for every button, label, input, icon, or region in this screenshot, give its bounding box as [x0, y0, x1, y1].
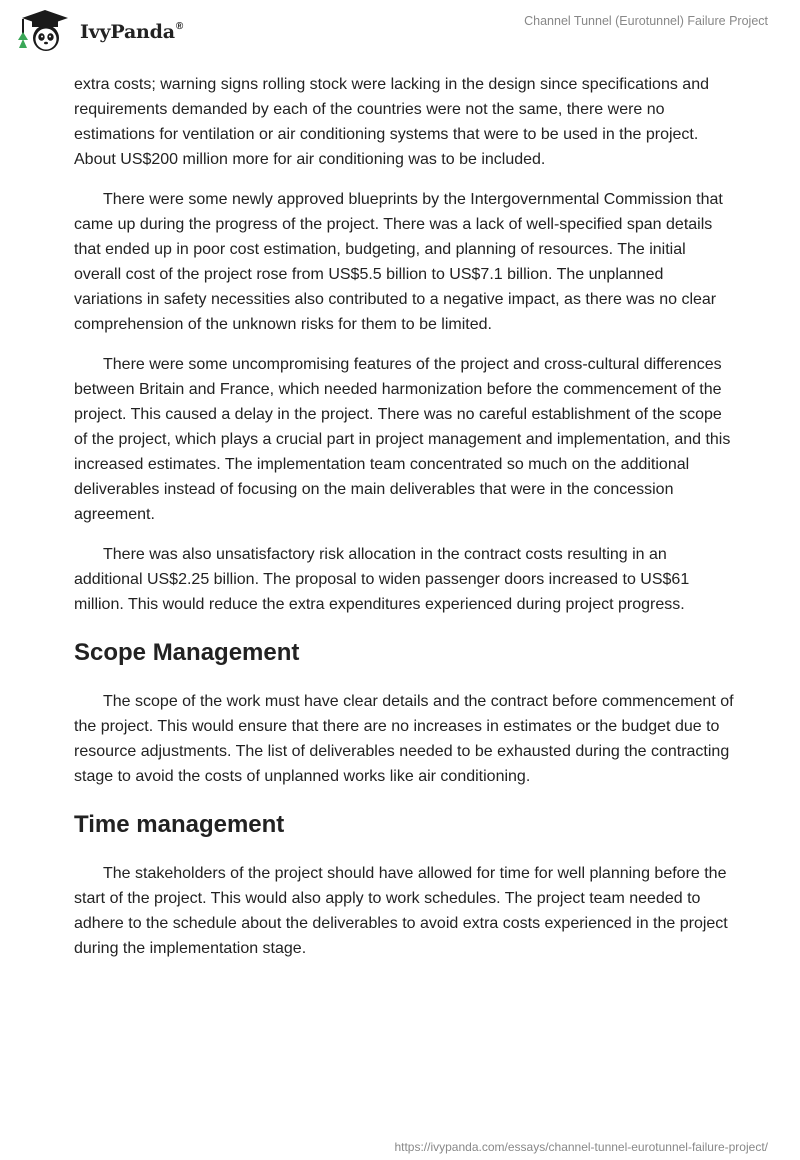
source-url-link[interactable]: https://ivypanda.com/essays/channel-tunnel-eurotunnel-failure-project/	[394, 1140, 768, 1154]
paragraph-5: The scope of the work must have clear details and the contract before commencement of the project. This would ensure that there are no increases in estimates or the budget due to resource adjustments. The list of deliverables needed to be exhausted during the contracting stage to avoid the costs of unplanned works like air conditioning.	[74, 693, 734, 785]
page-header	[0, 0, 800, 70]
paragraph-6: The stakeholders of the project should have allowed for time for well planning before the start of the project. This would also apply to work schedules. The project team needed to adhere to the schedule about the deliverables to avoid extra costs experienced in the project during the implementation stage.	[74, 865, 728, 957]
registered-mark: ®	[175, 21, 184, 32]
paragraph-4: There was also unsatisfactory risk allocation in the contract costs resulting in an additional US$2.25 billion. The proposal to widen passenger doors increased to US$61 million. This would reduce the extra expenditures experienced during project progress.	[74, 546, 690, 613]
panda-logo-icon	[16, 8, 74, 54]
heading-scope-management: Scope Management	[74, 639, 300, 666]
paragraph-1: extra costs; warning signs rolling stock were lacking in the design since specifications and requirements demanded by each of the countries were not the same, there were no estimations for ventilation or air conditioning systems that were to be used in the project. About US$200 million more for air conditioning was to be included.	[74, 76, 709, 168]
paragraph-2: There were some newly approved blueprints by the Intergovernmental Commission that came up during the progress of the project. There was a lack of well-specified span details that ended up in poor cost estimation, budgeting, and planning of resources. The initial overall cost of the project rose from US$5.5 billion to US$7.1 billion. The unplanned variations in safety necessities also contributed to a negative impact, as there was no clear comprehension of the unknown risks for them to be limited.	[74, 191, 723, 333]
heading-time-management: Time management	[74, 811, 285, 838]
brand-name: IvyPanda®	[80, 21, 184, 43]
logo[interactable]	[16, 8, 183, 54]
document-title: Channel Tunnel (Eurotunnel) Failure Project	[524, 14, 768, 28]
paragraph-3: There were some uncompromising features of the project and cross-cultural differences between Britain and France, which needed harmonization before the commencement of the project. This caused a delay in the project. There was no careful establishment of the scope of the project, which plays a crucial part in project management and implementation, and this increased estimates. The implementation team concentrated so much on the additional deliverables instead of focusing on the main deliverables that were in the concession agreement.	[74, 356, 731, 523]
article-body	[74, 72, 734, 976]
